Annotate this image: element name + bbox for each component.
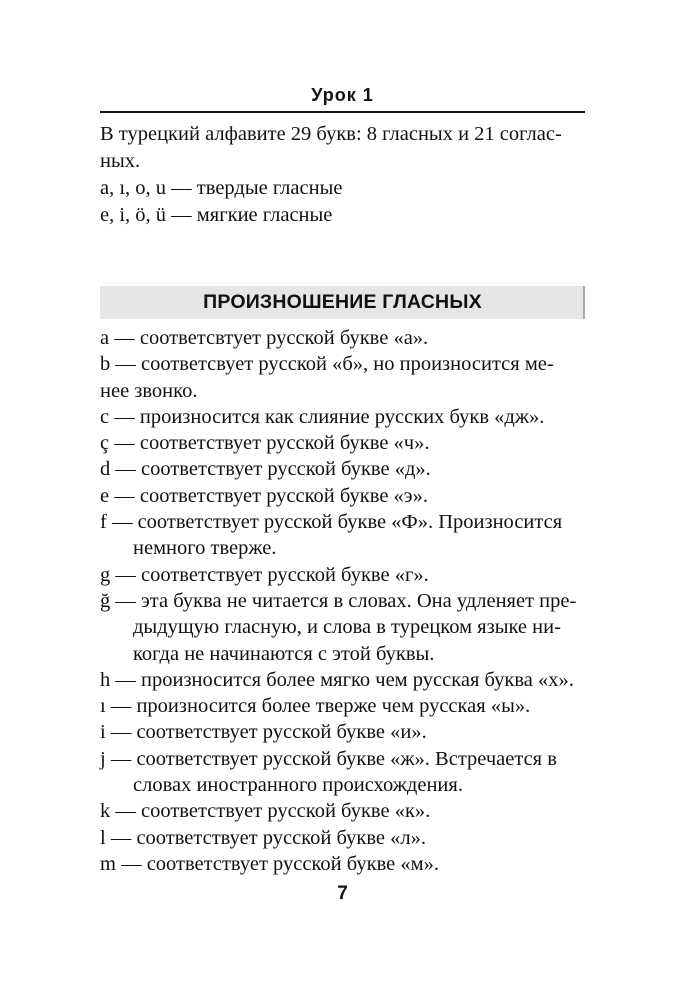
intro-block <box>100 121 585 229</box>
hard-vowels-line: a, ı, o, u — твердые гласные <box>100 177 343 199</box>
list-item: m — соответствует русской букве «м». <box>100 852 439 875</box>
page-number: 7 <box>337 883 348 904</box>
pronunciation-list <box>100 325 585 877</box>
list-item: a — соответсвтует русской букве «а». <box>100 327 429 349</box>
intro-line-2: ных. <box>100 150 141 172</box>
list-item: e — соответствует русской букве «э». <box>100 484 428 507</box>
intro-line-1: В турецкий алфавите 29 букв: 8 гласных и 21 соглас- <box>100 123 562 145</box>
list-item: l — соответствует русской букве «л». <box>100 826 426 849</box>
header-rule <box>100 111 585 113</box>
list-item: g — соответствует русской букве «г». <box>100 563 429 586</box>
section-title: ПРОИЗНОШЕНИЕ ГЛАСНЫХ <box>203 291 482 313</box>
list-item: j — соответствует русской букве «ж». Встречается в словах иностранного происхождения. <box>100 747 557 797</box>
list-item: b — соответсвует русской «б», но произносится ме- нее звонко. <box>100 353 554 402</box>
list-item: f — соответствует русской букве «Ф». Произносится немного тверже. <box>100 511 563 560</box>
soft-vowels-line: e, i, ö, ü — мягкие гласные <box>100 204 333 226</box>
list-item: k — соответствует русской букве «к». <box>100 800 431 823</box>
list-item: d — соответствует русской букве «д». <box>100 458 431 481</box>
list-item: c — произносится как слияние русских букв «дж». <box>100 405 545 428</box>
list-item: ğ — эта буква не читается в словах. Она удленяет пре- дыдущую гласную, и слова в турецком языке ни- когда не начинаются с этой буквы. <box>100 589 577 665</box>
list-item: h — произносится более мягко чем русская буква «х». <box>100 668 574 691</box>
list-item: ç — соответствует русской букве «ч». <box>100 432 430 455</box>
list-item: i — соответствует русской букве «и». <box>100 721 427 744</box>
running-header-title: Урок 1 <box>311 85 374 105</box>
list-item: ı — произносится более тверже чем русская «ы». <box>100 695 531 718</box>
